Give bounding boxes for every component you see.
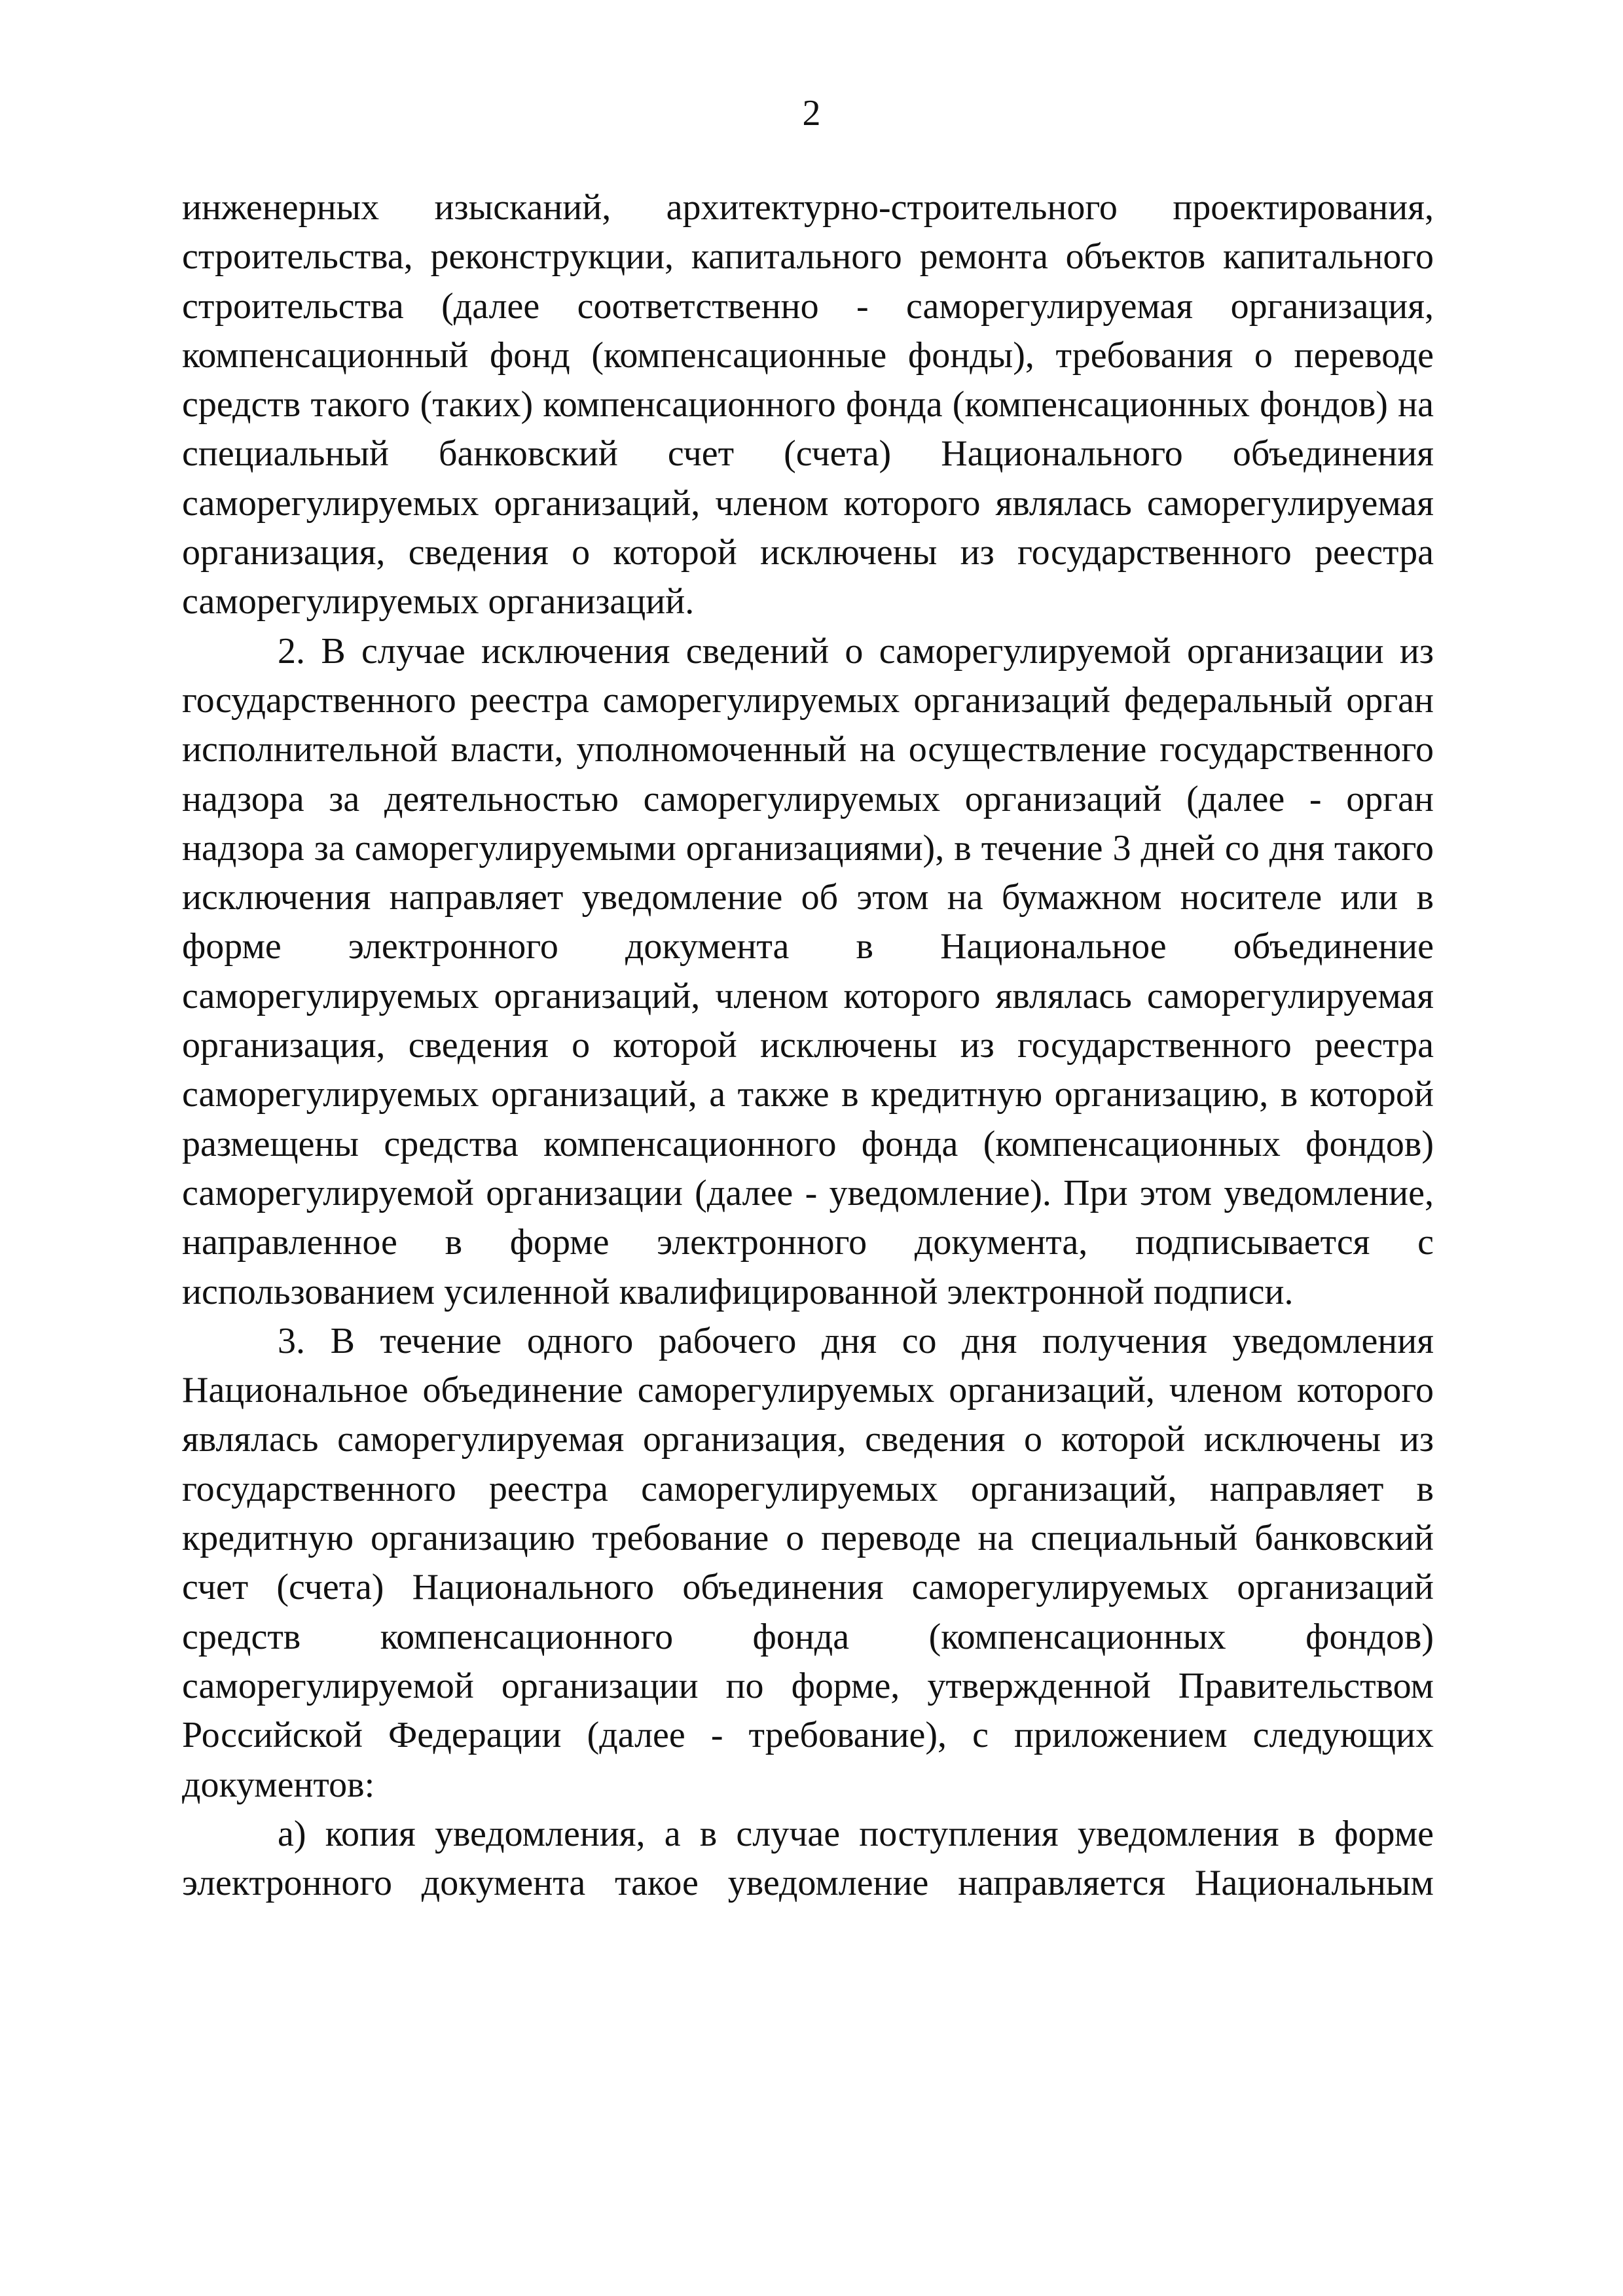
paragraph-subitem-a: а) копия уведомления, а в случае поступления уведомления в форме электронного документа такое уведомление направляется Национальным xyxy=(182,1813,1434,1904)
paragraph-continuation: инженерных изысканий, архитектурно-строительного проектирования, строительства, реконструкции, капитального ремонта объектов капитального строительства (далее соответственно - саморегулируемая организация, компенсационный фонд (компенсационные фонды), требования о переводе средств такого (таких) компенсационного фонда (компенсационных фондов) на специальный банковский счет (счета) Национального объединения саморегулируемых организаций, членом которого являлась саморегулируемая организация, сведения о которой исключены из государственного реестра саморегулируемых организаций. xyxy=(182,187,1434,622)
paragraph-item-2: 2. В случае исключения сведений о саморегулируемой организации из государственного реестра саморегулируемых организаций федеральный орган исполнительной власти, уполномоченный на осуществление государственного надзора за деятельностью саморегулируемых организаций (далее - орган надзора за саморегулируемыми организациями), в течение 3 дней со дня такого исключения направляет уведомление об этом на бумажном носителе или в форме электронного документа в Национальное объединение саморегулируемых организаций, членом которого являлась саморегулируемая организация, сведения о которой исключены из государственного реестра саморегулируемых организаций, а также в кредитную организацию, в которой размещены средства компенсационного фонда (компенсационных фондов) саморегулируемой организации (далее - уведомление). При этом уведомление, направленное в форме электронного документа, подписывается с использованием усиленной квалифицированной электронной подписи. xyxy=(182,630,1434,1312)
paragraph-item-3: 3. В течение одного рабочего дня со дня получения уведомления Национальное объединение саморегулируемых организаций, членом которого являлась саморегулируемая организация, сведения о которой исключены из государственного реестра саморегулируемых организаций, направляет в кредитную организацию требование о переводе на специальный банковский счет (счета) Национального объединения саморегулируемых организаций средств компенсационного фонда (компенсационных фондов) саморегулируемой организации по форме, утвержденной Правительством Российской Федерации (далее - требование), с приложением следующих документов: xyxy=(182,1320,1434,1805)
page-number: 2 xyxy=(802,93,821,134)
document-body xyxy=(182,183,1434,1908)
